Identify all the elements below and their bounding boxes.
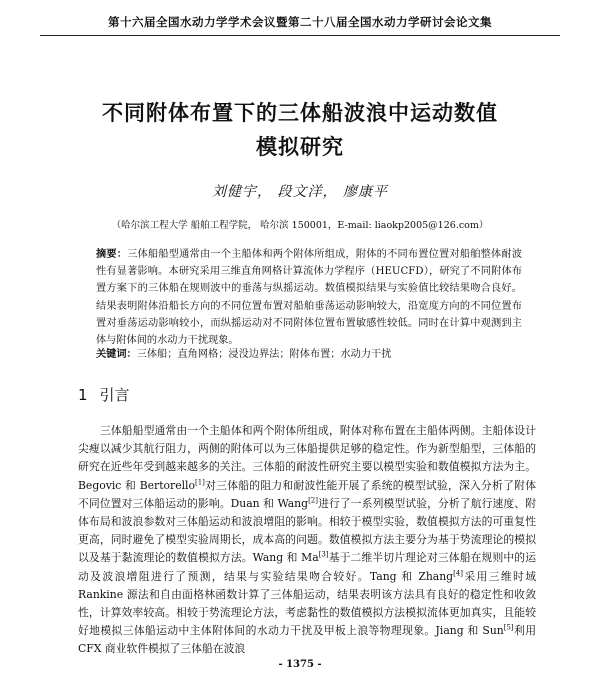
title-line-2: 模拟研究 <box>256 135 344 159</box>
abstract-text: 三体船船型通常由一个主船体和两个附体所组成，附体的不同布置位置对船舶整体耐波性有显著影响。本研究采用三维直角网格计算流体力学程序（HEUCFD），研究了不同附体布置方案下的三体船在规则波中的垂荡与纵摇运动。数值模拟结果与实验值比较结果吻合良好。结果表明附体沿船长方向的不同位置布置对船舶垂荡运动影响较大，沿宽度方向的不同位置布置对垂荡运动影响较小，而纵摇运动对不同附体位置布置敏感性较低。同时在计算中观测到主体与附体间的水动力干扰现象。 <box>96 249 522 347</box>
citation-1[interactable]: [1] <box>195 478 205 487</box>
section-heading <box>78 384 130 405</box>
body-text-4: 基于二维半切片理论对三体船在规则中的运动及波浪增阻进行了预测，结果与实验结果吻合较好。Tang 和 Zhang <box>78 551 536 583</box>
body-text-1: 三体船船型通常由一个主船体和两个附体所组成，附体对称布置在主船体两侧。主船体设计尖瘦以减少其航行阻力，两侧的附体可以为三体船提供足够的稳定性。作为新型船型，三体船的研究在近些年受到越来越多的关注。三体船的耐波性研究主要以模型实验和数值模拟方法为主。Begovic 和 Bertorello <box>78 424 536 492</box>
title-line-1: 不同附体布置下的三体船波浪中运动数值 <box>102 101 498 125</box>
section-number: 1 <box>78 386 88 404</box>
keywords-text: 三体船；直角网格；浸没边界法；附体布置；水动力干扰 <box>136 349 392 360</box>
body-text-2: 对三体船的阻力和耐波性能开展了系统的模型试验，深入分析了附体不同位置对三体船运动的影响。Duan 和 Wang <box>78 478 536 510</box>
body-text-5: 采用三维时域 Rankine 源法和自由面格林函数计算了三体船运动，结果表明该方法具有良好的稳定性和收敛性，计算效率较高。相较于势流理论方法，考虑黏性的数值模拟方法模拟流体更加真实，且能较好地模拟三体船运动中主体附体间的水动力干扰及甲板上浪等物理现象。Jiang 和 Sun <box>78 569 536 638</box>
affiliation: （哈尔滨工程大学 船舶工程学院， 哈尔滨 150001，E-mail: liaokp2005@126.com） <box>111 220 489 231</box>
body-paragraph <box>78 422 536 659</box>
keywords <box>96 346 522 363</box>
page-number: - 1375 - <box>278 659 322 670</box>
citation-5[interactable]: [5] <box>503 623 514 632</box>
paper-title <box>60 96 540 164</box>
authors: 刘健宇， 段文洋， 廖康平 <box>212 184 388 200</box>
citation-3[interactable]: [3] <box>318 550 329 559</box>
abstract-label: 摘要： <box>96 249 128 260</box>
citation-2[interactable]: [2] <box>308 496 318 505</box>
citation-4[interactable]: [4] <box>453 569 464 578</box>
section-title: 引言 <box>99 386 130 404</box>
keywords-label: 关键词： <box>96 349 137 360</box>
abstract <box>96 246 522 349</box>
body-text-6: 利用 CFX 商业软件模拟了三体船在波浪 <box>78 624 537 656</box>
running-header: 第十六届全国水动力学学术会议暨第二十八届全国水动力学研讨会论文集 <box>40 14 560 36</box>
body-text-3: 进行了一系列模型试验，分析了航行速度、附体布局和波浪参数对三体船运动和波浪增阻的影响。相较于模型实验，数值模拟方法的可重复性更高，同时避免了模型实验周期长，成本高的问题。数值模拟方法主要分为基于势流理论的模拟以及基于黏流理论的数值模拟方法。Wang 和 Ma <box>78 496 537 565</box>
